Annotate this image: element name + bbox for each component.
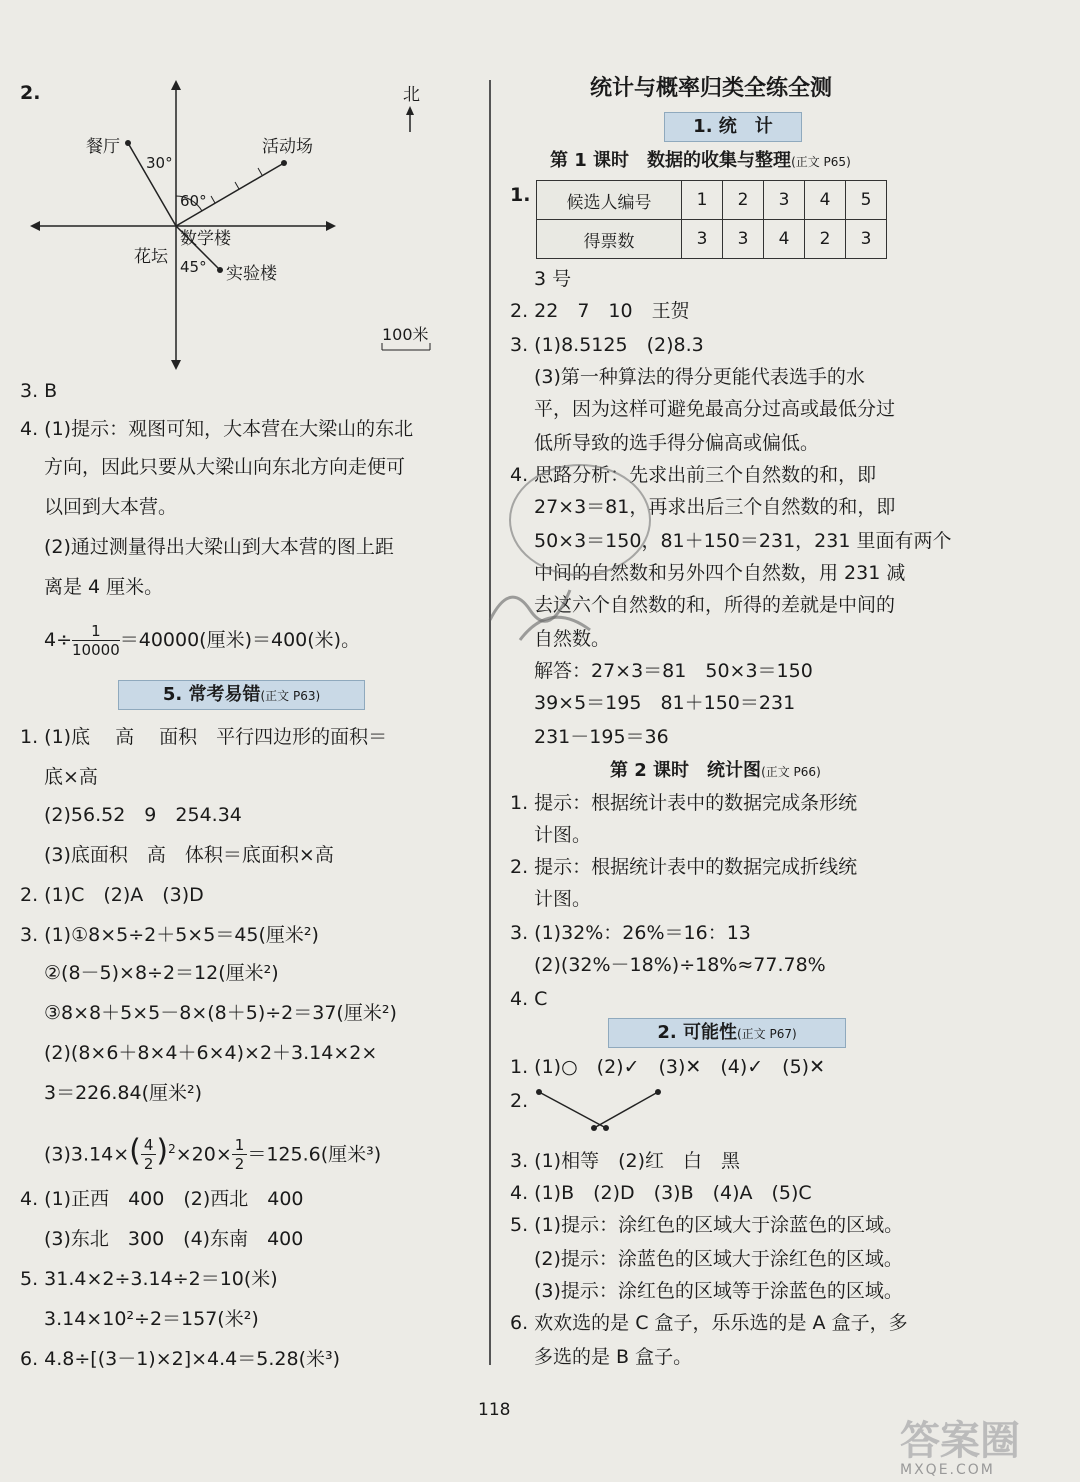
answer-line: 3 号 [534,268,572,290]
question-label: 2. [20,82,41,104]
answer-line: 4. C [510,988,548,1010]
vote-table [536,180,887,259]
place-label: 餐厅 [86,137,120,157]
answer-line: 去这六个自然数的和，所得的差就是中间的 [534,594,896,616]
answer-line: 1. (1)○ (2)✓ (3)✕ (4)✓ (5)✕ [510,1056,825,1078]
answer-line: 3. (1)相等 (2)红 白 黑 [510,1150,740,1172]
answer-line: 1. 提示：根据统计表中的数据完成条形统 [510,792,858,814]
answer-line: 39×5＝195 81＋150＝231 [534,692,796,714]
answer-line: 中间的自然数和另外四个自然数，用 231 减 [534,562,906,584]
lesson-title: 第 2 课时 统计图(正文 P66) [610,760,821,781]
answer-line: (2)(32%－18%)÷18%≈77.78% [534,954,826,976]
answer-line: 底×高 [44,766,98,788]
answer-line: 低所导致的选手得分偏高或偏低。 [534,432,820,454]
answer-line: 以回到大本营。 [44,496,178,518]
answer-line: 自然数。 [534,628,611,650]
answer-line: ②(8－5)×8÷2＝12(厘米²) [44,962,279,984]
calc-line: (3)3.14×( $\frac{4}{2}$ )$^2$×20× $\frac{1}{2}$ ＝125.6(厘米³) [44,1133,382,1174]
answer-line: 2. (1)C (2)A (3)D [20,884,204,906]
answer-line: 4. 思路分析：先求出前三个自然数的和，即 [510,464,877,486]
column-divider [489,80,491,1365]
table-cell: 1 [682,181,723,220]
answer-line: 27×3＝81，再求出后三个自然数的和，即 [534,496,896,518]
table-cell: 4 [805,181,846,220]
answer-line: 50×3＝150，81＋150＝231，231 里面有两个 [534,530,952,552]
calc-line: 4÷ $\frac{1}{10000}$ ＝40000(厘米)＝400(米)。 [44,622,361,659]
section-banner: 5. 常考易错(正文 P63) [118,680,365,710]
angle-label: 45° [180,258,207,276]
north-label: 北 [403,85,420,105]
answer-line: ③8×8＋5×5－8×(8＋5)÷2＝37(厘米²) [44,1002,397,1024]
answer-line: 多选的是 B 盒子。 [534,1346,693,1368]
answer-line: (2)通过测量得出大梁山到大本营的图上距 [44,536,394,558]
table-cell: 4 [764,220,805,259]
table-row [537,181,887,220]
answer-line: 3. B [20,380,58,402]
answer-line: (2)提示：涂蓝色的区域大于涂红色的区域。 [534,1248,903,1270]
answer-line: 3＝226.84(厘米²) [44,1082,203,1104]
table-cell: 2 [805,220,846,259]
table-header: 得票数 [537,220,682,259]
angle-label: 60° [180,192,207,210]
answer-line: (3)底面积 高 体积＝底面积×高 [44,844,334,866]
place-label: 活动场 [262,137,313,157]
answer-line: 2. [510,1090,529,1112]
answer-line: 3.14×10²÷2＝157(米²) [44,1308,259,1330]
table-cell: 3 [723,220,764,259]
answer-line: 6. 4.8÷[(3－1)×2]×4.4＝5.28(米³) [20,1348,341,1370]
answer-line: 计图。 [534,888,592,910]
answer-line: (3)提示：涂红色的区域等于涂蓝色的区域。 [534,1280,903,1302]
section-banner: 1. 统 计 [664,112,802,142]
lesson-title: 第 1 课时 数据的收集与整理(正文 P65) [550,150,851,171]
table-cell: 3 [682,220,723,259]
answer-line: 1. (1)底 高 面积 平行四边形的面积＝ [20,726,388,748]
place-label: 数学楼 [180,229,231,249]
page-number: 118 [478,1400,511,1420]
answer-line: 5. (1)提示：涂红色的区域大于涂蓝色的区域。 [510,1214,904,1236]
answer-line: (2)(8×6＋8×4＋6×4)×2＋3.14×2× [44,1042,378,1064]
matching-lines [534,1086,664,1136]
answer-line: (3)第一种算法的得分更能代表选手的水 [534,366,865,388]
answer-line: 平，因为这样可避免最高分过高或最低分过 [534,398,896,420]
answer-line: 3. (1)32%：26%＝16：13 [510,922,751,944]
answer-line: 3. (1)8.5125 (2)8.3 [510,334,704,356]
answer-line: 2. 22 7 10 王贺 [510,300,690,322]
place-label: 花坛 [134,247,168,267]
answer-line: 4. (1)B (2)D (3)B (4)A (5)C [510,1182,812,1204]
table-cell: 5 [846,181,887,220]
place-label: 实验楼 [226,264,277,284]
answer-line: 计图。 [534,824,592,846]
question-label: 1. [510,184,531,206]
section-banner: 2. 可能性(正文 P67) [608,1018,846,1048]
table-cell: 3 [764,181,805,220]
table-row [537,220,887,259]
answer-line: 解答：27×3＝81 50×3＝150 [534,660,813,682]
answer-line: 5. 31.4×2÷3.14÷2＝10(米) [20,1268,278,1290]
table-cell: 3 [846,220,887,259]
answer-line: 6. 欢欢选的是 C 盒子，乐乐选的是 A 盒子，多 [510,1312,908,1334]
answer-line: 2. 提示：根据统计表中的数据完成折线统 [510,856,858,878]
answer-line: 离是 4 厘米。 [44,576,164,598]
main-title: 统计与概率归类全练全测 [590,76,833,101]
answer-line: 231－195＝36 [534,726,669,748]
answer-line: (3)东北 300 (4)东南 400 [44,1228,304,1250]
table-header: 候选人编号 [537,181,682,220]
answer-line: 4. (1)提示：观图可知，大本营在大梁山的东北 [20,418,414,440]
angle-label: 30° [146,154,173,172]
table-cell: 2 [723,181,764,220]
answer-line: (2)56.52 9 254.34 [44,804,242,826]
scale-label: 100米 [382,325,429,344]
site-logo: 答案圈 MXQE.COM [900,1418,1020,1478]
watermark-stamp [470,440,670,660]
answer-line: 4. (1)正西 400 (2)西北 400 [20,1188,304,1210]
answer-line: 方向，因此只要从大梁山向东北方向走便可 [44,456,406,478]
answer-line: 3. (1)①8×5÷2＋5×5＝45(厘米²) [20,924,319,946]
